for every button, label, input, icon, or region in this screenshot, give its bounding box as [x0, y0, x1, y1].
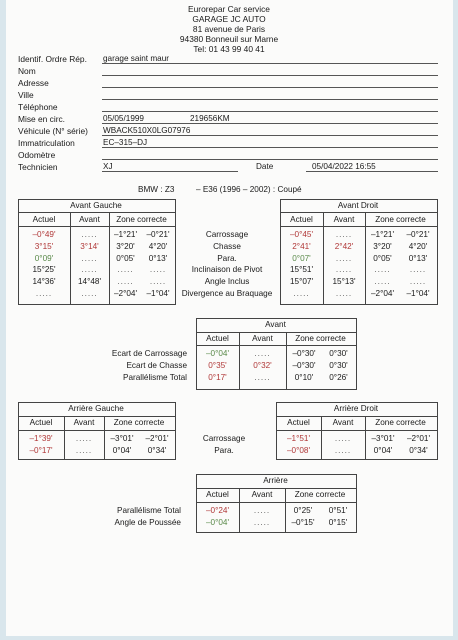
field-label-odometer: Odomètre: [18, 150, 56, 160]
front-left-avant: .....: [81, 265, 98, 275]
front-axle-actuel: 0°17': [208, 373, 227, 383]
rear-right-zone-max: 0°34': [409, 446, 428, 455]
field-value-date: 05/04/2022 16:55: [312, 162, 376, 171]
front-left-zone-max: 0°13': [148, 253, 168, 263]
front-axle-row-label: Ecart de Carrossage: [111, 349, 187, 358]
header-line: Eurorepar Car service: [188, 4, 270, 14]
front-left-actuel: 14°36': [32, 277, 56, 287]
field-value-registration-date: 05/05/1999: [103, 114, 144, 123]
col-zone: Zone correcte: [295, 334, 346, 343]
front-left-avant: 14°48': [77, 277, 102, 287]
front-right-actuel: 2°41': [292, 241, 311, 251]
front-axle-avant: .....: [254, 373, 271, 383]
front-left-zone-max: .....: [149, 265, 167, 275]
rule: [196, 502, 356, 503]
front-right-avant: .....: [335, 253, 353, 263]
rear-axle-title: Arrière: [263, 476, 288, 485]
front-left-zone-max: –0°21': [146, 230, 170, 239]
front-left-avant: 3°14': [80, 241, 99, 251]
field-underline: [102, 123, 438, 124]
front-right-actuel: –0°45': [289, 230, 314, 239]
col-avant: Avant: [252, 334, 273, 343]
front-left-zone-min: 0°05': [116, 253, 135, 263]
col-avant: Avant: [79, 215, 100, 224]
front-right-zone-max: 4°20': [408, 241, 428, 251]
front-left-actuel: 3°15': [34, 241, 54, 251]
front-right-zone-min: 3°20': [373, 241, 392, 251]
front-axle-zone-min: –0°30': [292, 349, 316, 358]
vehicle-variant: – E36 (1996 – 2002) : Coupé: [196, 185, 302, 194]
front-axle-avant: .....: [254, 349, 271, 358]
rear-row-label: Carrossage: [202, 434, 246, 443]
front-right-zone-min: 0°05': [373, 253, 392, 263]
front-row-label: Carrossage: [205, 230, 249, 239]
col-actuel: Actuel: [32, 215, 56, 224]
col-actuel: Actuel: [206, 334, 229, 343]
rear-axle-actuel: –0°04': [205, 518, 230, 527]
field-value-vin: WBACK510X0LG07976: [103, 126, 191, 135]
rear-axle-actuel: –0°24': [205, 506, 230, 515]
rear-left-zone-min: 0°04': [112, 446, 132, 455]
rear-left-zone-min: –3°01': [110, 434, 134, 443]
field-underline: [102, 63, 438, 64]
front-left-avant: .....: [81, 289, 98, 298]
front-right-avant: 2°42': [334, 241, 354, 251]
rule: [280, 226, 437, 227]
col-avant: Avant: [73, 418, 95, 427]
col-zone: Zone correcte: [375, 215, 426, 224]
rear-right-zone-min: –3°01': [371, 434, 395, 443]
rule: [18, 226, 175, 227]
front-row-label: Inclinaison de Pivot: [191, 265, 263, 275]
front-right-zone-min: –1°21': [370, 230, 395, 239]
rear-right-zone-max: –2°01': [406, 434, 431, 443]
field-value-plate: EC–315–DJ: [103, 138, 148, 147]
field-value-mileage: 219656KM: [190, 114, 230, 123]
rule: [276, 416, 437, 417]
rear-left-zone-max: –2°01': [145, 434, 169, 443]
field-underline: [102, 75, 438, 76]
col-avant: Avant: [251, 490, 273, 499]
field-label-address: Adresse: [18, 78, 49, 88]
field-value-technician: XJ: [103, 162, 113, 171]
header-line: Tel: 01 43 99 40 41: [193, 44, 265, 54]
front-right-zone-min: .....: [374, 277, 391, 287]
front-row-label: Divergence au Braquage: [181, 289, 273, 298]
front-left-title: Avant Gauche: [70, 201, 122, 210]
front-right-zone-max: .....: [409, 277, 427, 287]
rear-axle-avant: .....: [253, 518, 271, 527]
rule: [196, 345, 356, 346]
rear-left-zone-max: 0°34': [147, 446, 167, 455]
front-right-title: Avant Droit: [337, 201, 379, 210]
field-label-city: Ville: [18, 90, 34, 100]
front-left-actuel: 0°09': [34, 253, 54, 263]
rear-axle-zone-max: 0°51': [328, 506, 348, 515]
rear-axle-row-label: Parallélisme Total: [116, 506, 181, 515]
field-label-vin: Véhicule (N° série): [18, 126, 88, 136]
field-value-order: garage saint maur: [103, 54, 169, 63]
rear-right-avant: .....: [334, 446, 352, 455]
field-label-plate: Immatriculation: [18, 138, 75, 148]
front-axle-zone-min: 0°10': [294, 373, 314, 383]
front-right-actuel: .....: [293, 289, 310, 298]
field-label-registration-date: Mise en circ.: [18, 114, 66, 124]
field-underline: [306, 171, 438, 172]
rear-right-zone-min: 0°04': [373, 446, 393, 455]
front-row-label: Angle Inclus: [204, 277, 250, 287]
rear-axle-zone-min: 0°25': [293, 506, 313, 515]
front-axle-row-label: Parallélisme Total: [122, 373, 187, 383]
col-avant: Avant: [333, 215, 355, 224]
front-right-avant: 15°13': [332, 277, 356, 287]
front-right-zone-min: –2°04': [370, 289, 395, 298]
front-right-zone-min: .....: [374, 265, 391, 275]
col-actuel: Actuel: [29, 418, 53, 427]
rear-left-avant: .....: [75, 434, 93, 443]
rear-right-actuel: –0°08': [286, 446, 311, 455]
front-right-avant: .....: [335, 265, 353, 275]
vehicle-model: BMW : Z3: [138, 185, 175, 194]
field-underline: [102, 171, 238, 172]
front-left-zone-min: –1°21': [113, 230, 138, 239]
front-row-label: Para.: [217, 253, 237, 263]
rear-left-actuel: –1°39': [29, 434, 53, 443]
front-axle-title: Avant: [265, 320, 286, 329]
rule: [18, 212, 175, 213]
rule: [196, 488, 356, 489]
col-actuel: Actuel: [206, 490, 229, 499]
field-underline: [102, 111, 438, 112]
front-right-actuel: 0°07': [292, 253, 311, 263]
header-line: 81 avenue de Paris: [192, 24, 266, 34]
rear-left-actuel: –0°17': [29, 446, 53, 455]
front-right-zone-max: 0°13': [408, 253, 428, 263]
rule: [18, 430, 175, 431]
rear-right-avant: .....: [334, 434, 352, 443]
field-label-phone: Téléphone: [18, 102, 58, 112]
front-axle-zone-min: –0°30': [292, 361, 316, 371]
front-right-actuel: 15°51': [289, 265, 314, 275]
front-row-label: Chasse: [213, 241, 241, 251]
front-right-avant: .....: [335, 230, 353, 239]
front-left-zone-max: 4°20': [148, 241, 168, 251]
rule: [18, 416, 175, 417]
field-underline: [102, 159, 438, 160]
rear-axle-row-label: Angle de Poussée: [114, 518, 181, 527]
field-label-name: Nom: [18, 66, 36, 76]
front-left-actuel: .....: [35, 289, 53, 298]
field-underline: [102, 99, 438, 100]
front-left-zone-max: –1°04': [146, 289, 170, 298]
col-actuel: Actuel: [287, 418, 310, 427]
front-left-actuel: –0°49': [32, 230, 56, 239]
field-underline: [102, 147, 438, 148]
rear-right-title: Arrière Droit: [333, 404, 379, 413]
front-right-zone-max: .....: [409, 265, 427, 275]
header-line: GARAGE JC AUTO: [192, 14, 266, 24]
col-zone: Zone correcte: [294, 490, 346, 499]
rule: [196, 332, 356, 333]
rear-right-actuel: –1°51': [286, 434, 311, 443]
front-left-zone-min: 3°20': [116, 241, 135, 251]
rear-row-label: Para.: [214, 446, 234, 455]
rear-left-title: Arrière Gauche: [68, 404, 124, 413]
col-zone: Zone correcte: [375, 418, 426, 427]
field-label-technician: Technicien: [18, 162, 58, 172]
front-right-avant: .....: [335, 289, 353, 298]
front-left-zone-min: –2°04': [113, 289, 138, 298]
rear-axle-zone-min: –0°15': [291, 518, 315, 527]
front-axle-actuel: 0°35': [208, 361, 227, 371]
rear-axle-zone-max: 0°15': [328, 518, 348, 527]
front-left-avant: .....: [81, 230, 98, 239]
header-line: 94380 Bonneuil sur Marne: [179, 34, 279, 44]
front-axle-zone-max: 0°30': [329, 349, 348, 358]
front-left-avant: .....: [81, 253, 98, 263]
front-right-actuel: 15°07': [289, 277, 314, 287]
field-underline: [102, 135, 438, 136]
front-axle-zone-max: 0°26': [329, 373, 348, 383]
front-left-actuel: 15°25': [32, 265, 56, 275]
front-axle-row-label: Ecart de Chasse: [126, 361, 187, 371]
front-left-zone-max: .....: [149, 277, 167, 287]
rear-axle-avant: .....: [253, 506, 271, 515]
front-left-zone-min: .....: [117, 265, 134, 275]
col-zone: Zone correcte: [116, 215, 167, 224]
front-right-zone-max: –1°04': [406, 289, 430, 298]
rule: [280, 212, 437, 213]
front-left-zone-min: .....: [117, 277, 134, 287]
front-axle-zone-max: 0°30': [329, 361, 348, 371]
rule: [276, 430, 437, 431]
front-right-zone-max: –0°21': [406, 230, 430, 239]
front-axle-avant: 0°32': [253, 361, 272, 371]
field-label-date: Date: [256, 162, 274, 171]
front-axle-actuel: –0°04': [205, 349, 230, 358]
col-actuel: Actuel: [290, 215, 313, 224]
col-zone: Zone correcte: [113, 418, 165, 427]
col-avant: Avant: [332, 418, 354, 427]
rear-left-avant: .....: [75, 446, 93, 455]
field-underline: [102, 87, 438, 88]
field-label-order: Identif. Ordre Rép.: [18, 54, 87, 64]
